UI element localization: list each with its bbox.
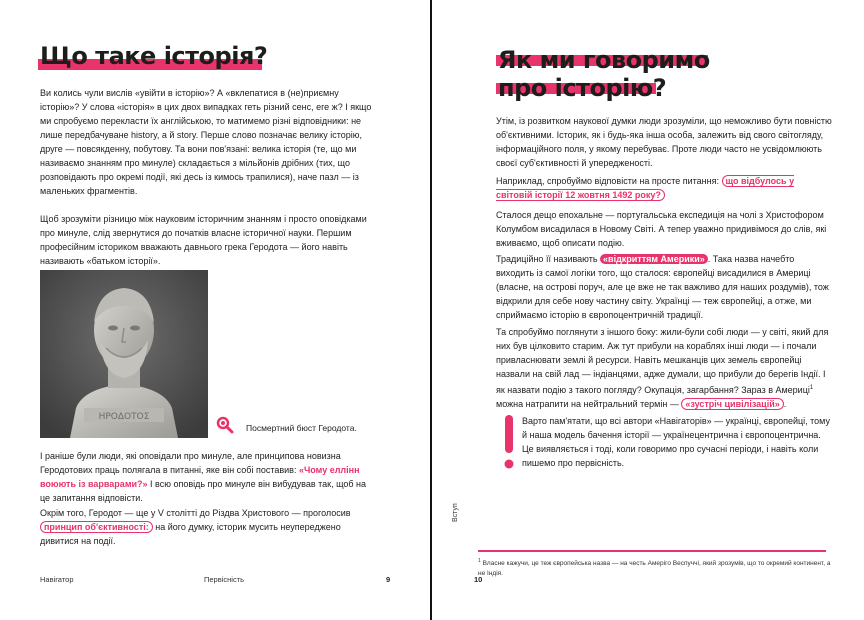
paragraph-1: Утім, із розвитком наукової думки люди зрозуміли, що неможливо бути повністю об'єктивними. Історик, як і будь-яка інша особа, залежить від свого світогляду, інформаційного поля, у якому перебуває. Проте люди часто не усвідомлюють своєї суб'єктивності й упередженості.	[496, 116, 832, 168]
footnote	[478, 556, 838, 579]
paragraph-2	[496, 174, 832, 202]
paragraph-2: Щоб зрозуміти різницю між науковим історичним знанням і просто оповідками про минуле, слід звернутися до початків власне історичної науки. Першим професійним істориком вважають давнього грека Геродота — його навіть називають «батьком історії».	[40, 214, 367, 266]
paragraph-3: Сталося дещо епохальне — португальська експедиція на чолі з Христофором Колумбом висадилася в Новому Світі. А тепер уважно придивімося до слів, які вживаємо, щоб описати подію.	[496, 210, 827, 248]
magnifier-icon	[216, 416, 234, 434]
footnote-text: Власне кажучи, це теж європейська назва — на честь Амеріго Веспуччі, який зрозумів, що то окремий континент, а не Індія.	[478, 560, 831, 578]
paragraph-4-text-end: . Така назва начебто виходить із самої логіки того, що сталося: європейці висадилися в Америці (власне, на острові поруч, але це вже не так важливо для наших роздумів), тож відкрили для себе нову частину світу. Українці — теж європейці, а отже, ми сприймаємо історію в європоцентричній традиції.	[496, 254, 829, 320]
footnote-mark: 1	[478, 558, 481, 564]
paragraph-2-text: Наприклад, спробуймо відповісти на просте питання:	[496, 176, 722, 186]
title-line-1: Як ми говоримо	[498, 46, 710, 74]
page-title	[498, 46, 710, 102]
paragraph-5-text-end: .	[783, 399, 787, 409]
objectivity-principle-highlight: принцип об'єктивності:	[40, 521, 153, 533]
date-question-highlight: що відбулось у світовій історії 12 жовтня 1492 року?	[496, 176, 795, 200]
page-number-left: 9	[386, 575, 391, 584]
paragraph-1: Ви колись чули вислів «увійти в історію»? А «вклепатися в (не)приємну історію»? У слова «історія» в цих двох випадках геть різний сенс, еге ж? І якщо ми спробуємо перекласти їх англійською, то матимемо різні відповідники: не лише передбачуване history, а й story. Перше слово позначає велику історію, друге — повсякденну, побутову. Та вони пов'язані: велика історія (те, що ми називаємо знанням про минуле) складається з мільйонів дрібних (тих, що розповідають про окремі події, які десь із кимось трапилися), наче пазл — із маленьких фрагментів.	[40, 88, 372, 196]
paragraph-4	[496, 252, 832, 322]
discovery-of-america-highlight: «відкриттям Америки»	[600, 254, 708, 264]
exclamation-icon	[504, 415, 514, 470]
paragraph-4	[40, 506, 372, 548]
civilization-encounter-highlight: «зустріч цивілізацій»	[681, 398, 783, 410]
paragraph-3-text: І раніше були люди, які оповідали про минуле, але принципова новизна Геродотових праць полягала в питанні, яке він собі поставив:	[40, 451, 341, 475]
footer-section-title: Первісність	[204, 575, 245, 584]
herodotus-question-highlight: «Чому еллінн воюють із варварами?»	[40, 465, 360, 489]
page-title: Що таке історія?	[40, 42, 268, 70]
paragraph-4-text: Окрім того, Геродот — ще у V столітті до Різдва Христового — проголосив	[40, 508, 351, 518]
section-side-label: Вступ	[452, 503, 459, 522]
footer-series-title: Навігатор	[40, 575, 74, 584]
page-number-right: 10	[474, 575, 483, 584]
right-page	[432, 0, 864, 620]
footnote-reference: 1	[809, 385, 814, 391]
paragraph-5-text-mid: можна натрапити на нейтральний термін —	[496, 399, 682, 409]
note-paragraph: Варто пам'ятати, що всі автори «Навігаторів» — українці, європейці, тому й наша модель бачення історії — українецентрична і європоцентрична. Це виявляється і тоді, коли говоримо про сучасні періоди, і навіть коли пишемо про первісність.	[522, 416, 830, 468]
photo-caption: Посмертний бюст Геродота.	[246, 423, 357, 433]
bust-inscription: ΗΡΟΔΟΤΟΣ	[98, 412, 150, 422]
paragraph-4-text-end: на його думку, історик мусить неупереджено дивитися на події.	[40, 522, 341, 546]
paragraph-5	[496, 325, 832, 411]
paragraph-5-text: Та спробуймо поглянути з іншого боку: жили-були собі люди — у світі, який для них був цілковито старим. Аж тут прибули на кораблях інші люди — і почали привласнювати землі й ресурси. Навіть мешканців цих земель європейці назвали на свій лад — індіанцями, адже думали, що прибули до берегів Індії. І як назвати подію з такого погляду? Окупація, загарбання? Зараз в Америці	[496, 327, 829, 395]
paragraph-3-text-end: І всю оповідь про минуле він вибудував так, щоб на це запитання відповісти.	[40, 479, 367, 503]
paragraph-3	[40, 449, 372, 505]
herodotus-bust-photo	[40, 270, 208, 438]
paragraph-4-text: Традиційно її називають	[496, 254, 601, 264]
footnote-divider	[478, 550, 826, 552]
left-page	[0, 0, 430, 620]
title-line-2: про історію?	[498, 74, 667, 102]
